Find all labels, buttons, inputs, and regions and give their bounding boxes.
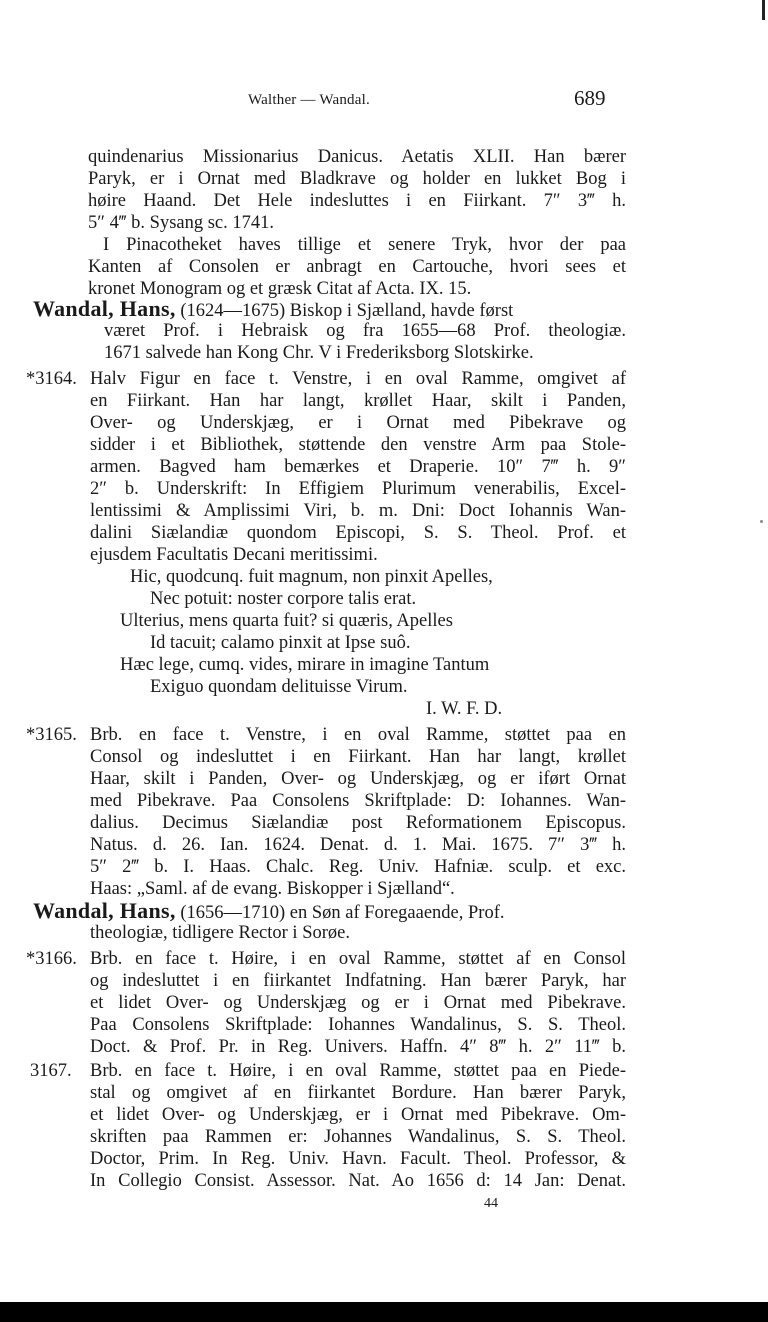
text-line: Haas: „Saml. af de evang. Biskopper i Sjælland“. — [90, 879, 455, 899]
catalogue-number: *3165. — [26, 725, 77, 745]
text-line: sidder i et Bibliothek, støttende den venstre Arm paa Stole- — [90, 435, 626, 455]
text-line: et lidet Over- og Underskjæg, er i Ornat med Pibekrave. Om- — [90, 1105, 626, 1125]
text-line: Kanten af Consolen er anbragt en Cartouche, hvori sees et — [88, 257, 626, 277]
text-line: Doct. & Prof. Pr. in Reg. Univers. Haffn. 4″ 8‴ h. 2″ 11‴ b. — [90, 1037, 626, 1057]
text-line: kronet Monogram og et græsk Citat af Acta. IX. 15. — [88, 279, 472, 299]
entry-name: Wandal, Hans, — [33, 296, 176, 321]
text-line: skriften paa Rammen er: Johannes Wandalinus, S. S. Theol. — [90, 1127, 626, 1147]
text-line: høire Haand. Det Hele indesluttes i en Fiirkant. 7″ 3‴ h. — [88, 191, 626, 211]
verse-line: Hæc lege, cumq. vides, mirare in imagine Tantum — [120, 655, 490, 675]
text-line: Consol og indesluttet i en Fiirkant. Han har langt, krøllet — [90, 747, 626, 767]
scan-edge — [0, 1302, 768, 1322]
page-number: 689 — [574, 86, 606, 110]
running-head: Walther — Wandal. — [248, 92, 370, 108]
verse-line: Exiguo quondam delituisse Virum. — [150, 677, 408, 697]
verse-line: Hic, quodcunq. fuit magnum, non pinxit Apelles, — [130, 567, 493, 587]
entry-bio: (1656—1710) en Søn af Foregaaende, Prof. — [180, 903, 505, 923]
text-line: 5″ 4‴ b. Sysang sc. 1741. — [88, 213, 275, 233]
catalogue-number: *3166. — [26, 949, 77, 969]
text-line: ejusdem Facultatis Decani meritissimi. — [90, 545, 378, 565]
text-line: været Prof. i Hebraisk og fra 1655—68 Prof. theologiæ. — [104, 321, 626, 341]
text-line: Paryk, er i Ornat med Bladkrave og holder en lukket Bog i — [88, 169, 626, 189]
text-line: stal og omgivet af en fiirkantet Bordure. Han bærer Paryk, — [90, 1083, 626, 1103]
text-line: Brb. en face t. Høire, i en oval Ramme, støttet af en Consol — [90, 949, 626, 969]
text-line: et lidet Over- og Underskjæg og er i Ornat med Pibekrave. — [90, 993, 626, 1013]
catalogue-number: *3164. — [26, 369, 77, 389]
text-line: Over- og Underskjæg, er i Ornat med Pibekrave og — [90, 413, 626, 433]
signature-mark: 44 — [484, 1196, 498, 1211]
text-line: Halv Figur en face t. Venstre, i en oval Ramme, omgivet af — [90, 369, 626, 389]
verse-line: Ulterius, mens quarta fuit? si quæris, Apelles — [120, 611, 453, 631]
entry-bio: (1624—1675) Biskop i Sjælland, havde først — [180, 301, 514, 321]
text-line: 2″ b. Underskrift: In Effigiem Plurimum venerabilis, Excel- — [90, 479, 626, 499]
text-line: Brb. en face t. Høire, i en oval Ramme, støttet paa en Piede- — [90, 1061, 626, 1081]
text-line: In Collegio Consist. Assessor. Nat. Ao 1656 d: 14 Jan: Denat. — [90, 1171, 626, 1191]
text-line: I Pinacotheket haves tillige et senere Tryk, hvor der paa — [103, 235, 626, 255]
text-line: dalini Siælandiæ quondom Episcopi, S. S. Theol. Prof. et — [90, 523, 626, 543]
text-line: Brb. en face t. Venstre, i en oval Ramme, støttet paa en — [90, 725, 626, 745]
text-line: Haar, skilt i Panden, Over- og Underskjæg, og er iført Ornat — [90, 769, 626, 789]
verse-line: Id tacuit; calamo pinxit at Ipse suô. — [150, 633, 411, 653]
text-line: Doctor, Prim. In Reg. Univ. Havn. Facult. Theol. Professor, & — [90, 1149, 626, 1169]
entry-name: Wandal, Hans, — [33, 898, 176, 923]
verse-signature: I. W. F. D. — [426, 699, 503, 719]
text-line: en Fiirkant. Han har langt, krøllet Haar, skilt i Panden, — [90, 391, 626, 411]
text-line: 1671 salvede han Kong Chr. V i Frederiksborg Slotskirke. — [104, 343, 534, 363]
text-line: og indesluttet i en fiirkantet Indfatning. Han bærer Paryk, har — [90, 971, 626, 991]
text-line: Paa Consolens Skriftplade: Iohannes Wandalinus, S. S. Theol. — [90, 1015, 626, 1035]
text-line: dalius. Decimus Siælandiæ post Reformationem Episcopus. — [90, 813, 626, 833]
catalogue-number: 3167. — [30, 1061, 72, 1081]
entry-heading — [33, 900, 626, 924]
verse-line: Nec potuit: noster corpore talis erat. — [150, 589, 417, 609]
text-line: Natus. d. 26. Ian. 1624. Denat. d. 1. Mai. 1675. 7″ 3‴ h. — [90, 835, 626, 855]
text-line: lentissimi & Amplissimi Viri, b. m. Dni: Doct Iohannis Wan- — [90, 501, 626, 521]
text-line: theologiæ, tidligere Rector i Sorøe. — [90, 923, 350, 943]
text-line: med Pibekrave. Paa Consolens Skriftplade: D: Iohannes. Wan- — [90, 791, 626, 811]
paper-speck — [760, 520, 763, 523]
entry-heading — [33, 298, 626, 322]
text-line: armen. Bagved ham bemærkes et Draperie. 10″ 7‴ h. 9″ — [90, 457, 626, 477]
margin-mark — [762, 0, 765, 20]
text-line: quindenarius Missionarius Danicus. Aetatis XLII. Han bærer — [88, 147, 626, 167]
text-line: 5″ 2‴ b. I. Haas. Chalc. Reg. Univ. Hafniæ. sculp. et exc. — [90, 857, 626, 877]
